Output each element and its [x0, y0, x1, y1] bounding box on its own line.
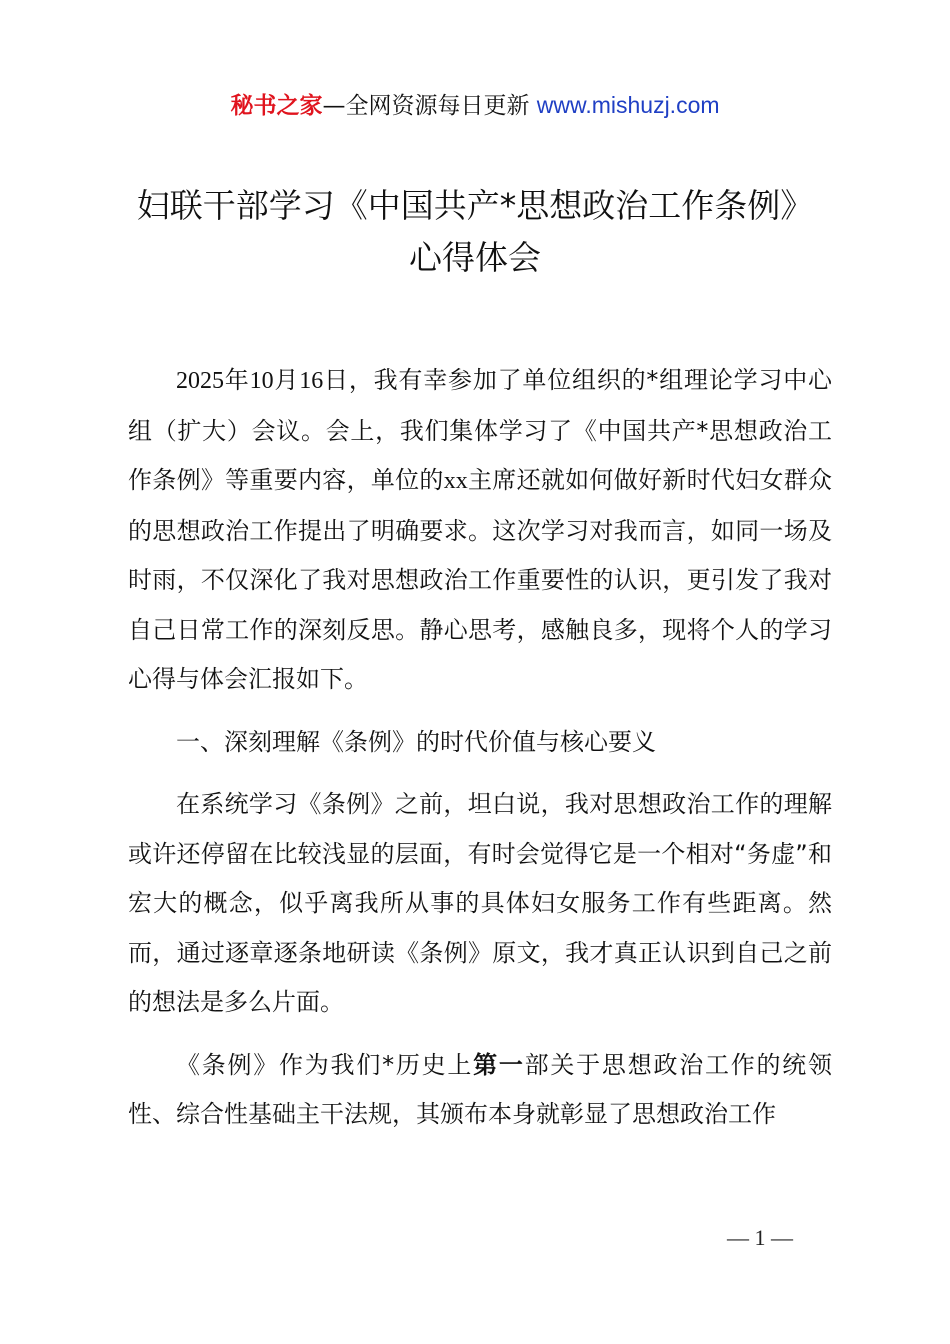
paragraph-section-1b-text-b: 部关于思想政治工作的统领性、综合性基础主干法规，其颁布本身就彰显了思想政治工作: [128, 1050, 833, 1128]
paragraph-intro-text-b: 主席还就如何做好新时代妇女群众的思想政治工作提出了明确要求。这次学习对我而言，如同一场及时雨，不仅深化了我对思想政治工作重要性的认识，更引发了我对自己日常工作的深刻反思。静心思考，感触良多，现将个人的学习心得与体会汇报如下。: [128, 466, 833, 693]
site-header: [0, 88, 950, 123]
paragraph-section-1b-text-a: 《条例》作为我们*历史上: [176, 1050, 474, 1079]
site-url-link[interactable]: www.mishuzj.com: [536, 92, 720, 118]
placeholder-xx: xx: [443, 468, 468, 494]
paragraph-section-1a: 在系统学习《条例》之前，坦白说，我对思想政治工作的理解或许还停留在比较浅显的层面，有时会觉得它是一个相对“务虚”和宏大的概念，似乎离我所从事的具体妇女服务工作有些距离。然而，通过逐章逐条地研读《条例》原文，我才真正认识到自己之前的想法是多么片面。: [128, 790, 832, 1016]
paragraph-intro: [128, 356, 832, 705]
document-body: [128, 356, 832, 1153]
emphasis-first: 第一: [473, 1050, 525, 1079]
site-name: 秘书之家: [230, 93, 323, 119]
paragraph-intro-text-a: 日，我有幸参加了单位组织的*组理论学习中心组（扩大）会议。会上，我们集体学习了《中国共产*思想政治工作条例》等重要内容，单位的: [128, 366, 833, 494]
date-year-unit: 年: [224, 366, 250, 394]
section-heading-1: 一、深刻理解《条例》的时代价值与核心要义: [176, 727, 656, 756]
document-title: 妇联干部学习《中国共产*思想政治工作条例》心得体会: [136, 186, 814, 277]
date-month: 10: [249, 368, 274, 394]
page-number: — 1 —: [727, 1225, 793, 1250]
date-day: 16: [299, 368, 324, 394]
date-month-unit: 月: [273, 366, 300, 394]
site-slogan: —全网资源每日更新: [322, 93, 530, 119]
paragraph-section-1b: [128, 1041, 832, 1140]
date-year: 2025: [176, 368, 224, 394]
